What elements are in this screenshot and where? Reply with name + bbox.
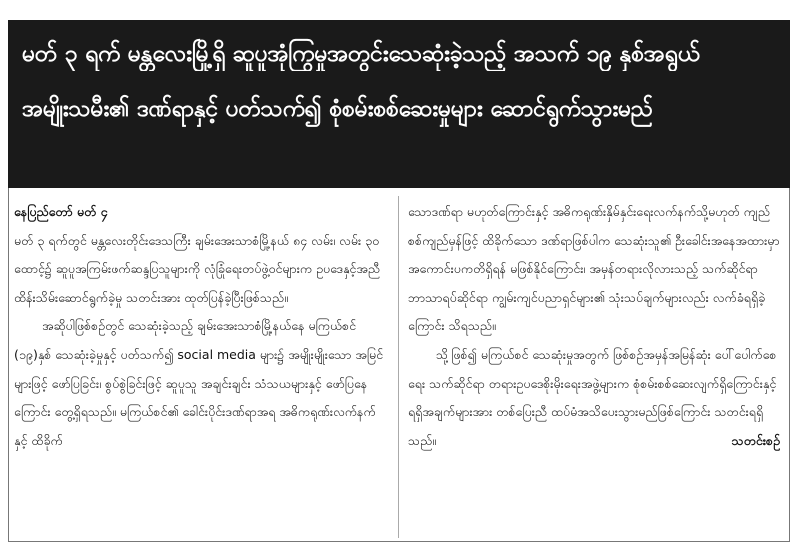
article-paragraph-4: [408, 341, 780, 455]
article-paragraph-4-text: သို့ဖြစ်၍ မကြယ်စင် သေဆုံးမှုအတွက် ဖြစ်စဉ်အမှန်အမြန်ဆုံး ပေါ်ပေါက်စေရေး သက်ဆိုင်ရာ တရားဥပဒေစိုးမိုးရေးအဖွဲ့များက စုံစမ်းစစ်ဆေးလျက်ရှိကြောင်းနှင့် ရရှိအချက်များအား တစ်ပြေးညီ ထပ်မံအသိပေးသွားမည်ဖြစ်ကြောင်း သတင်းရရှိသည်။: [408, 346, 777, 448]
dateline: နေပြည်တော် မတ် ၄: [14, 204, 108, 219]
article-paragraph-2: အဆိုပါဖြစ်စဉ်တွင် သေဆုံးခဲ့သည့် ချမ်းအေးသာစံမြို့နယ်နေ မကြယ်စင် (၁၉)နှစ် သေဆုံးခဲ့မှုနှင့် ပတ်သက်၍ social media များ၌ အမျိုးမျိုးသော အမြင်များဖြင့် ဖော်ပြခြင်း၊ စွပ်စွဲခြင်းဖြင့် ဆူပူသူ အချင်းချင်း သံသယများနှင့် ဖော်ပြနေကြောင်း တွေ့ရှိရသည်။ မကြယ်စင်၏ ခေါင်းပိုင်းဒဏ်ရာအရ အဓိကရုဏ်းလက်နက်နှင့် ထိခိုက်: [14, 318, 384, 448]
article-left-column: [14, 198, 386, 538]
column-divider: [398, 196, 399, 538]
headline-line-1: မတ် ၃ ရက် မန္တလေးမြို့ရှိ ဆူပူအုံကြွမှုအတွင်းသေဆုံးခဲ့သည့် အသက် ၁၉ နှစ်အရွယ်: [22, 41, 700, 67]
headline-banner: [8, 20, 790, 188]
headline-line-2: အမျိုးသမီး၏ ဒဏ်ရာနှင့် ပတ်သက်၍ စုံစမ်းစစ်ဆေးမှုများ ဆောင်ရွက်သွားမည်: [22, 96, 653, 123]
article-right-column: [408, 198, 780, 538]
byline: သတင်းစဉ်: [731, 432, 780, 448]
article-paragraph-1: မတ် ၃ ရက်တွင် မန္တလေးတိုင်းဒေသကြီး ချမ်းအေးသာစံမြို့နယ် ၈၄ လမ်း၊ လမ်း ၃၀ ထောင့်၌ ဆူပူအကြမ်းဖက်ဆန္ဒပြသူများကို လုံခြုံရေးတပ်ဖွဲ့ဝင်များက ဥပဒေနှင့်အညီ ထိန်းသိမ်းဆောင်ရွက်ခဲ့မှု သတင်းအား ထုတ်ပြန်ခဲ့ပြီးဖြစ်သည်။: [14, 232, 380, 305]
article-paragraph-3: သောဒဏ်ရာ မဟုတ်ကြောင်းနှင့် အဓိကရုဏ်းနှိမ်နှင်းရေးလက်နက်သို့မဟုတ် ကျည်စစ်ကျည်မှန်ဖြင့် ထိခိုက်သော ဒဏ်ရာဖြစ်ပါက သေဆုံးသူ၏ ဦးခေါင်းအနေအထားမှာ အကောင်းပကတိရှိရန် မဖြစ်နိုင်ကြောင်း၊ အမှန်တရားလိုလားသည့် သက်ဆိုင်ရာ ဘာသာရပ်ဆိုင်ရာ ကျွမ်းကျင်ပညာရှင်များ၏ သုံးသပ်ချက်များလည်း လက်ခံရရှိခဲ့ကြောင်း သိရသည်။: [408, 204, 780, 334]
